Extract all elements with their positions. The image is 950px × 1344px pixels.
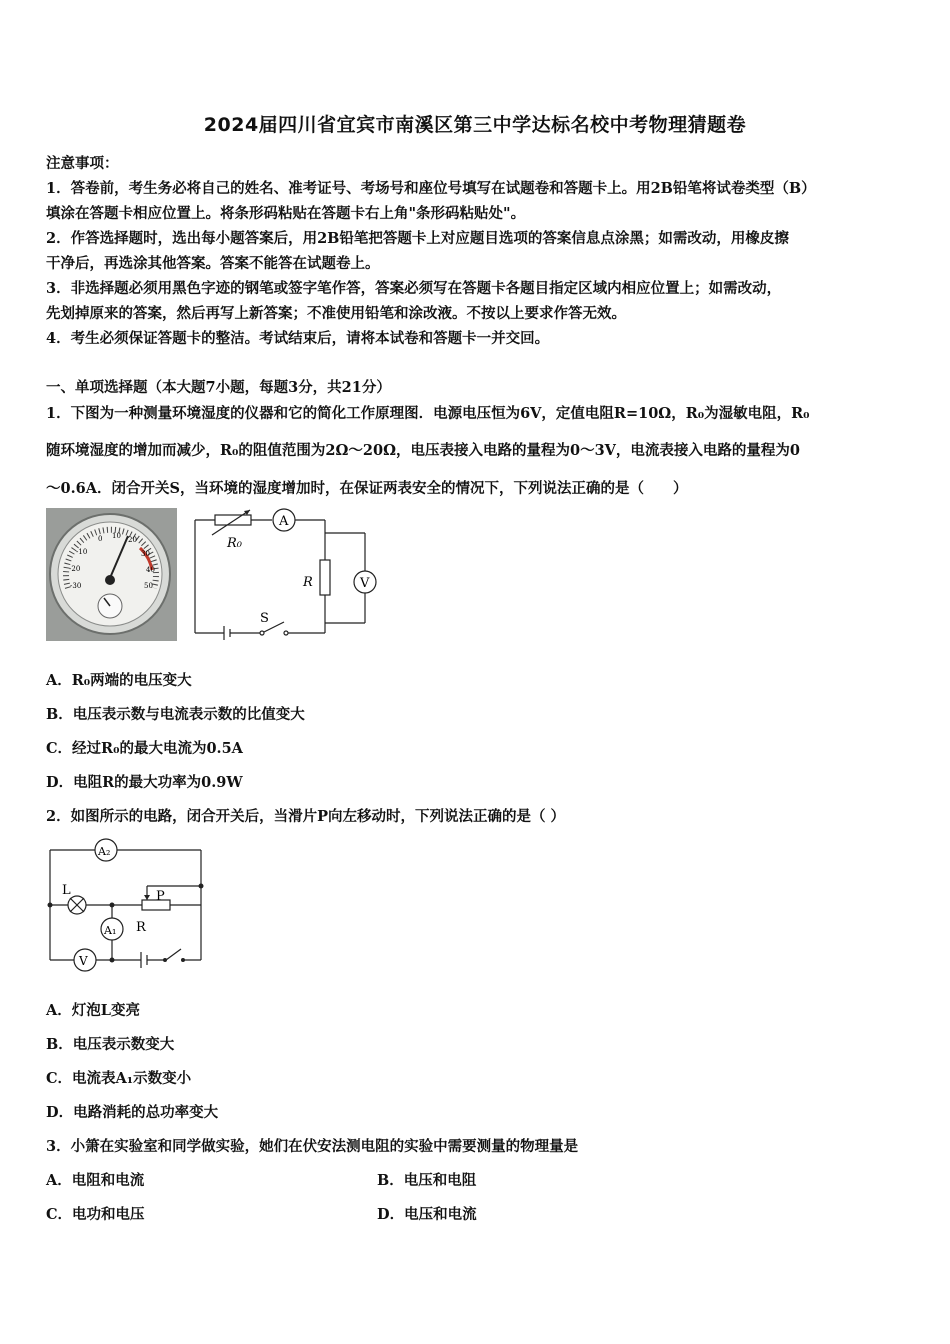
option-2a: A．灯泡L变亮 <box>46 1002 140 1019</box>
lamp-label: L <box>62 883 71 898</box>
option-3d: D．电压和电流 <box>377 1206 477 1223</box>
option-2c: C．电流表A₁示数变小 <box>46 1070 192 1087</box>
circuit-diagram-1 <box>190 505 385 645</box>
notice-line: 2．作答选择题时，选出每小题答案后，用2B铅笔把答题卡上对应题目选项的答案信息点涂黑；如需改动，用橡皮擦 <box>46 230 789 247</box>
hygrometer-image <box>46 508 177 641</box>
option-3b: B．电压和电阻 <box>377 1172 477 1189</box>
option-1d: D．电阻R的最大功率为0.9W <box>46 774 243 791</box>
gauge-label: -30 <box>70 582 82 590</box>
question-2-stem: 2．如图所示的电路，闭合开关后，当滑片P向左移动时，下列说法正确的是（ ） <box>46 808 566 825</box>
voltmeter-label: V <box>79 954 88 968</box>
switch-label: S <box>260 611 269 626</box>
gauge-label: 0 <box>98 535 103 543</box>
ammeter-a2-label: A₂ <box>98 845 111 858</box>
notice-line: 干净后，再选涂其他答案。答案不能答在试题卷上。 <box>46 255 380 272</box>
option-2b: B．电压表示数变大 <box>46 1036 175 1053</box>
notice-line: 先划掉原来的答案，然后再写上新答案；不准使用铅笔和涂改液。不按以上要求作答无效。 <box>46 305 626 322</box>
resistor-label: R <box>303 575 313 590</box>
rheostat-label: R <box>136 920 146 935</box>
gauge-label: 50 <box>144 582 153 590</box>
ammeter-a1-label: A₁ <box>104 924 117 937</box>
gauge-label: 30 <box>141 550 150 558</box>
gauge-label: -10 <box>76 548 88 556</box>
page-title: 2024届四川省宜宾市南溪区第三中学达标名校中考物理猜题卷 <box>203 114 747 136</box>
notice-line: 1．答卷前，考生务必将自己的姓名、准考证号、考场号和座位号填写在试题卷和答题卡上。用2B铅笔将试卷类型（B） <box>46 180 816 197</box>
section-heading: 一、单项选择题（本大题7小题，每题3分，共21分） <box>46 379 391 396</box>
option-1a: A．R₀两端的电压变大 <box>46 672 192 689</box>
gauge-label: 40 <box>146 566 155 574</box>
question-1-line: 1．下图为一种测量环境湿度的仪器和它的简化工作原理图．电源电压恒为6V，定值电阻R=10Ω，R₀为湿敏电阻，R₀ <box>46 405 810 422</box>
circuit-diagram-2 <box>44 836 210 976</box>
question-1-line: ～0.6A．闭合开关S，当环境的湿度增加时，在保证两表安全的情况下，下列说法正确的是（ ） <box>46 480 688 497</box>
slider-p-label: P <box>156 889 165 904</box>
voltmeter-label: V <box>360 576 370 591</box>
question-3-stem: 3．小箫在实验室和同学做实验，她们在伏安法测电阻的实验中需要测量的物理量是 <box>46 1138 579 1155</box>
option-1c: C．经过R₀的最大电流为0.5A <box>46 740 243 757</box>
notice-heading: 注意事项： <box>46 155 119 172</box>
question-1-line: 随环境湿度的增加而减少，R₀的阻值范围为2Ω～20Ω，电压表接入电路的量程为0～3V，电流表接入电路的量程为0 <box>46 442 800 459</box>
ammeter-label: A <box>279 514 289 529</box>
gauge-label: 10 <box>112 532 121 540</box>
notice-line: 3．非选择题必须用黑色字迹的钢笔或签字笔作答，答案必须写在答题卡各题目指定区域内相应位置上；如需改动， <box>46 280 782 297</box>
r0-label: R₀ <box>227 536 242 551</box>
notice-line: 填涂在答题卡相应位置上。将条形码粘贴在答题卡右上角"条形码粘贴处"。 <box>46 205 526 222</box>
option-3a: A．电阻和电流 <box>46 1172 145 1189</box>
gauge-label: -20 <box>69 565 81 573</box>
option-2d: D．电路消耗的总功率变大 <box>46 1104 219 1121</box>
notice-line: 4．考生必须保证答题卡的整洁。考试结束后，请将本试卷和答题卡一并交回。 <box>46 330 550 347</box>
option-3c: C．电功和电压 <box>46 1206 145 1223</box>
option-1b: B．电压表示数与电流表示数的比值变大 <box>46 706 305 723</box>
gauge-label: 20 <box>128 536 137 544</box>
